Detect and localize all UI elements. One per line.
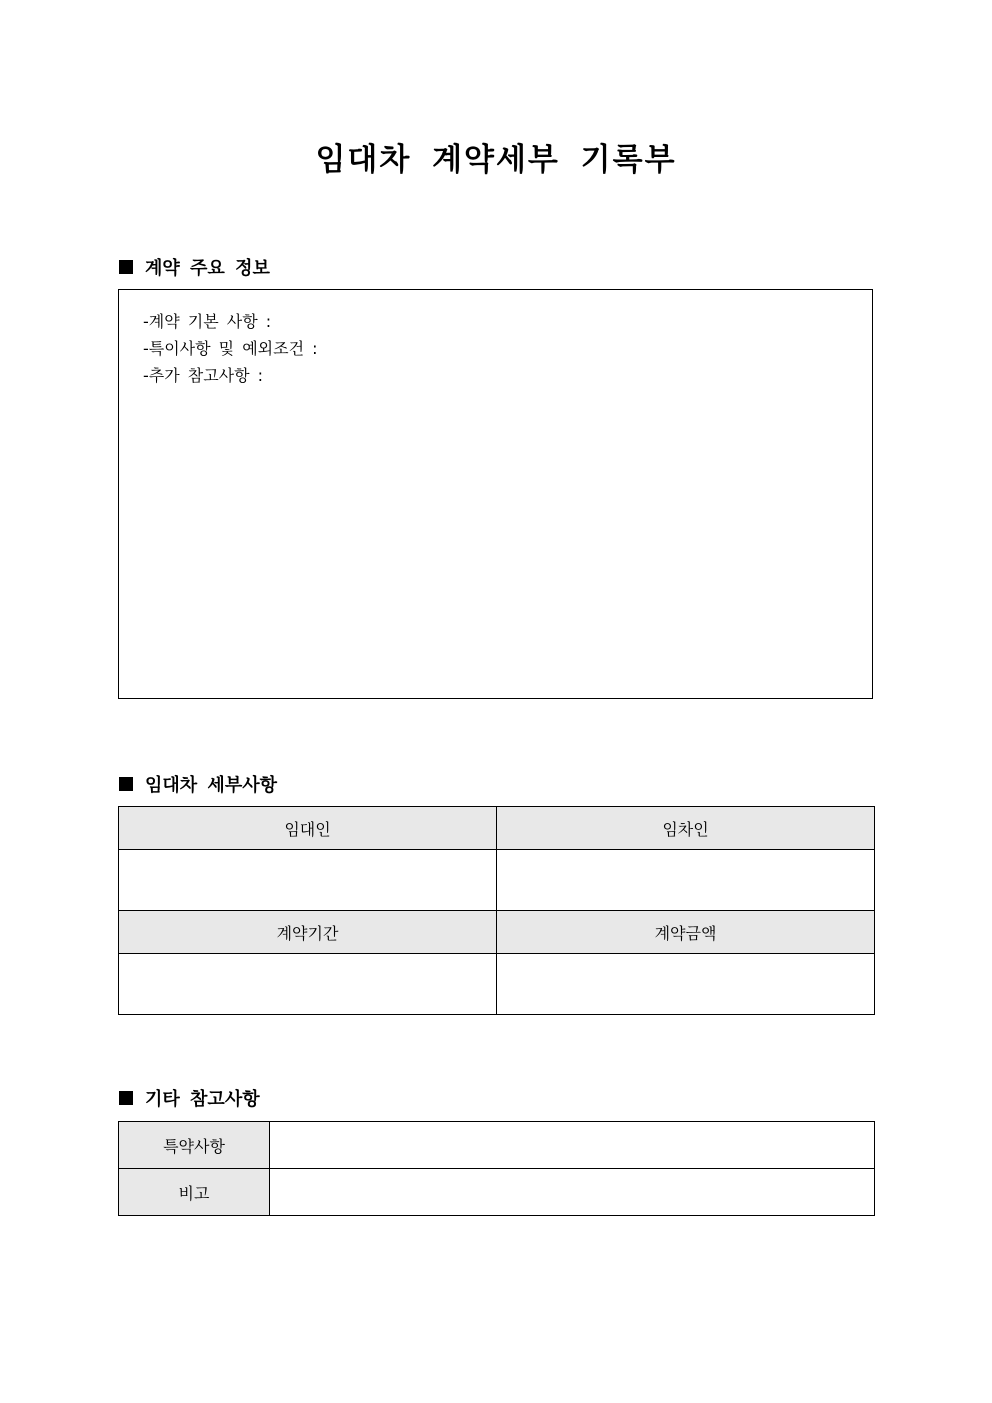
section-heading-other-notes (119, 1085, 260, 1111)
other-notes-table (118, 1121, 875, 1216)
label-remarks: 비고 (119, 1169, 270, 1216)
section-heading-main-info (119, 254, 270, 280)
special-terms-input-cell[interactable] (270, 1122, 875, 1169)
label-special-terms: 특약사항 (119, 1122, 270, 1169)
section-heading-label: 기타 참고사항 (145, 1089, 260, 1110)
header-contract-period: 계약기간 (119, 911, 497, 954)
info-line-extra: -추가 참고사항 : (143, 366, 264, 385)
section-heading-label: 계약 주요 정보 (145, 258, 270, 279)
header-lessee: 임차인 (497, 807, 875, 850)
square-bullet-icon (119, 260, 133, 274)
section-heading-label: 임대차 세부사항 (145, 775, 277, 796)
square-bullet-icon (119, 1091, 133, 1105)
main-info-box[interactable] (118, 289, 873, 699)
lessor-input-cell[interactable] (119, 850, 497, 911)
lease-details-table (118, 806, 875, 1015)
remarks-input-cell[interactable] (270, 1169, 875, 1216)
square-bullet-icon (119, 777, 133, 791)
info-line-special: -특이사항 및 예외조건 : (143, 339, 318, 358)
contract-amount-input-cell[interactable] (497, 954, 875, 1015)
section-heading-lease-details (119, 771, 277, 797)
contract-period-input-cell[interactable] (119, 954, 497, 1015)
header-contract-amount: 계약금액 (497, 911, 875, 954)
info-line-basic: -계약 기본 사항 : (143, 312, 272, 331)
lessee-input-cell[interactable] (497, 850, 875, 911)
header-lessor: 임대인 (119, 807, 497, 850)
document-title: 임대차 계약세부 기록부 (315, 142, 677, 178)
